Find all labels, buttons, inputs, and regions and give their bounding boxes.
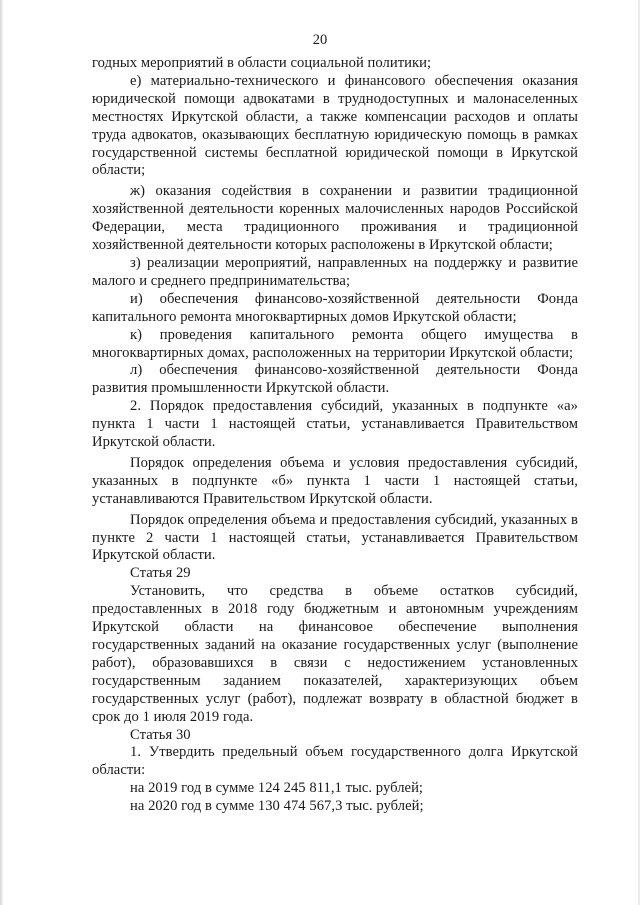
article-30-heading: Статья 30 — [130, 726, 191, 743]
article-29-text: Установить, что средства в объеме остатков субсидий, предоставленных в 2018 году бюджетным и автономным учреждениям Иркутской области на финансовое обеспечение выполнения государственных заданий на оказание государственных услуг (выполнение работ), образовавшихся в связи с недостижением установленных государственным заданием показателей, характеризующих объем государственных услуг (работ), подлежат возврату в областной бюджет в срок до 1 июля 2019 года. — [92, 583, 578, 725]
list-item-e: е) материально-технического и финансового обеспечения оказания юридической помощи адвокатами в труднодоступных и малонаселенных местностях Иркутской области, а также компенсации расходов и оплаты труда адвокатов, оказывающих бесплатную юридическую помощь в рамках государственной системы бесплатной юридической помощи в Иркутской области; — [92, 72, 578, 179]
article-30-intro: 1. Утвердить предельный объем государственного долга Иркутской области: — [92, 744, 578, 779]
paragraph-procedure-2: Порядок определения объема и предоставления субсидий, указанных в пункте 2 части 1 настоящей статьи, устанавливается Правительством Иркутской области. — [92, 511, 578, 564]
list-item-z: з) реализации мероприятий, направленных на поддержку и развитие малого и среднего предпринимательства; — [92, 254, 578, 289]
scan-edge-left — [0, 0, 3, 905]
list-item-i: и) обеспечения финансово-хозяйственной деятельности Фонда капитального ремонта многоквартирных домов Иркутской области; — [92, 290, 578, 325]
list-item-k: к) проведения капитального ремонта общего имущества в многоквартирных домах, расположенных на территории Иркутской области; — [92, 326, 578, 361]
paragraph-part-2: 2. Порядок предоставления субсидий, указанных в подпункте «а» пункта 1 части 1 настоящей статьи, устанавливается Правительством Иркутской области. — [92, 398, 578, 451]
paragraph-continuation: годных мероприятий в области социальной политики; — [92, 55, 432, 71]
paragraph-procedure-b: Порядок определения объема и условия предоставления субсидий, указанных в подпункте «б» пункта 1 части 1 настоящей статьи, устанавливаются Правительством Иркутской области. — [92, 454, 578, 507]
list-item-l: л) обеспечения финансово-хозяйственной деятельности Фонда развития промышленности Иркутской области. — [92, 362, 578, 397]
page-number: 20 — [312, 32, 328, 48]
document-body — [92, 55, 578, 816]
debt-limit-2019: на 2019 год в сумме 124 245 811,1 тыс. рублей; — [130, 780, 424, 797]
list-item-zh: ж) оказания содействия в сохранении и развитии традиционной хозяйственной деятельности коренных малочисленных народов Российской Федерации, места традиционного проживания и традиционной хозяйственной деятельности которых расположены в Иркутской области; — [92, 183, 578, 254]
debt-limit-2020: на 2020 год в сумме 130 474 567,3 тыс. рублей; — [130, 798, 424, 815]
article-29-heading: Статья 29 — [130, 565, 191, 582]
